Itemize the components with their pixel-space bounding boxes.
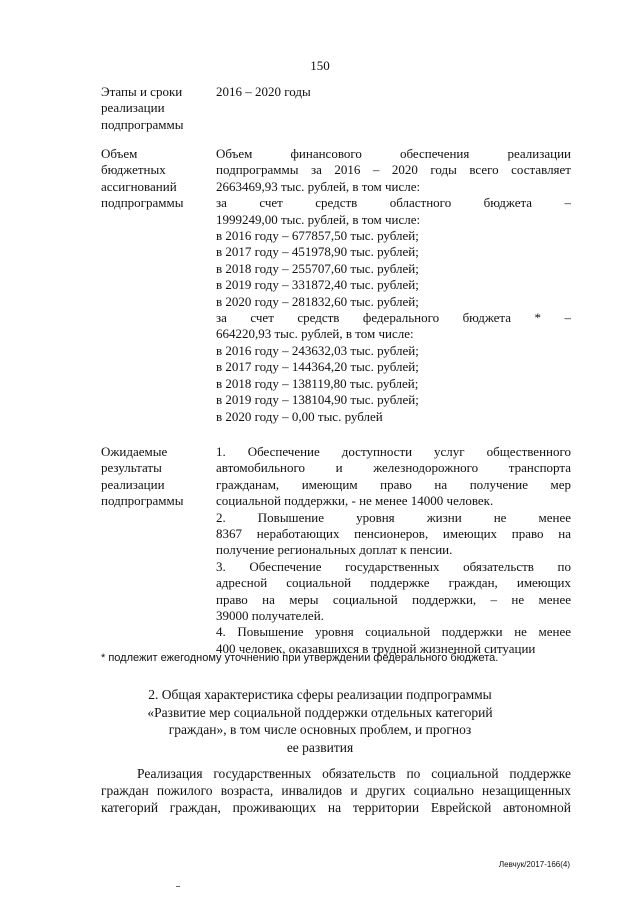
text-line: в 2019 году – 331872,40 тыс. рублей; bbox=[216, 277, 419, 293]
text-line: в 2017 году – 144364,20 тыс. рублей; bbox=[216, 359, 419, 375]
text-line: адресной социальной поддержке граждан, имеющих bbox=[216, 575, 571, 591]
text-line: 8367 неработающих пенсионеров, имеющих право на bbox=[216, 526, 571, 542]
label-line: Этапы и сроки bbox=[101, 84, 183, 99]
text-line: подпрограммы за 2016 – 2020 годы всего составляет bbox=[216, 162, 571, 178]
text-line: 1. Обеспечение доступности услуг общественного bbox=[216, 444, 571, 459]
passport-row-stages bbox=[101, 84, 571, 146]
text-line: 39000 получателей. bbox=[216, 608, 324, 624]
label-line: реализации bbox=[101, 476, 165, 492]
page-number: 150 bbox=[310, 58, 330, 73]
text-line: в 2018 году – 255707,60 тыс. рублей; bbox=[216, 260, 419, 276]
text-line: за счет средств областного бюджета – bbox=[216, 195, 571, 211]
text-line: за счет средств федерального бюджета * – bbox=[216, 310, 571, 326]
text-line: в 2020 году – 0,00 тыс. рублей bbox=[216, 408, 383, 424]
text-line: социальной поддержки, - не менее 14000 человек. bbox=[216, 493, 494, 509]
label-line: подпрограммы bbox=[101, 493, 184, 509]
label-line: бюджетных bbox=[101, 162, 166, 178]
text-line: Реализация государственных обязательств по социальной поддержке bbox=[137, 766, 571, 781]
heading-line: граждан», в том числе основных проблем, и прогноз bbox=[168, 722, 472, 737]
text-line: 664220,93 тыс. рублей, в том числе: bbox=[216, 326, 414, 342]
text-line: 4. Повышение уровня социальной поддержки не менее bbox=[216, 624, 571, 640]
text-line: в 2016 году – 243632,03 тыс. рублей; bbox=[216, 342, 419, 358]
section-heading bbox=[0, 686, 640, 756]
label-line: Объем bbox=[101, 146, 138, 161]
document-code: Левчук/2017-166(4) bbox=[498, 860, 570, 869]
text-line: категорий граждан, проживающих на территории Еврейской автономной bbox=[101, 800, 571, 815]
heading-line: 2. Общая характеристика сферы реализации подпрограммы bbox=[148, 687, 492, 702]
text-line: в 2017 году – 451978,90 тыс. рублей; bbox=[216, 244, 419, 260]
label-line: подпрограммы bbox=[101, 195, 184, 211]
text-line: получение региональных доплат к пенсии. bbox=[216, 542, 453, 558]
text-line: в 2018 году – 138119,80 тыс. рублей; bbox=[216, 375, 419, 391]
text-line: автомобильного и железнодорожного транспорта bbox=[216, 460, 571, 476]
text-line: граждан пожилого возраста, инвалидов и других социально незащищенных bbox=[101, 783, 571, 798]
text-line: 2663469,93 тыс. рублей, в том числе: bbox=[216, 178, 421, 194]
scan-speck bbox=[176, 886, 180, 887]
text-line: в 2019 году – 138104,90 тыс. рублей; bbox=[216, 392, 419, 408]
text-line: 2. Повышение уровня жизни не менее bbox=[216, 509, 571, 525]
text-line: в 2016 году – 677857,50 тыс. рублей; bbox=[216, 228, 419, 244]
label-line: результаты bbox=[101, 460, 162, 476]
text-line: Объем финансового обеспечения реализации bbox=[216, 146, 571, 161]
subprogram-passport bbox=[101, 84, 571, 657]
text-line: 3. Обеспечение государственных обязательств по bbox=[216, 558, 571, 574]
passport-label-finance bbox=[101, 146, 216, 444]
passport-value-finance bbox=[216, 146, 571, 444]
text-line: право на меры социальной поддержки, – не менее bbox=[216, 591, 571, 607]
body-paragraph bbox=[101, 765, 571, 816]
heading-line: «Развитие мер социальной поддержки отдельных категорий bbox=[147, 704, 493, 720]
text-line: в 2020 году – 281832,60 тыс. рублей; bbox=[216, 293, 419, 309]
passport-label-results bbox=[101, 444, 216, 657]
footnote: * подлежит ежегодному уточнению при утверждении федерального бюджета. bbox=[101, 652, 499, 664]
passport-value-results bbox=[216, 444, 571, 657]
passport-label-stages bbox=[101, 84, 216, 146]
text-line: 400 человек, оказавшихся в трудной жизненной ситуации bbox=[216, 640, 536, 656]
label-line: реализации bbox=[101, 100, 165, 116]
passport-row-results bbox=[101, 444, 571, 657]
heading-line: ее развития bbox=[286, 739, 354, 755]
passport-row-finance bbox=[101, 146, 571, 444]
passport-value-stages bbox=[216, 84, 571, 146]
label-line: Ожидаемые bbox=[101, 444, 168, 459]
label-line: ассигнований bbox=[101, 178, 177, 194]
text-line: 1999249,00 тыс. рублей, в том числе: bbox=[216, 211, 421, 227]
label-line: подпрограммы bbox=[101, 116, 184, 132]
text-line: гражданам, имеющим право на получение мер bbox=[216, 476, 571, 492]
value-line: 2016 – 2020 годы bbox=[216, 84, 311, 99]
